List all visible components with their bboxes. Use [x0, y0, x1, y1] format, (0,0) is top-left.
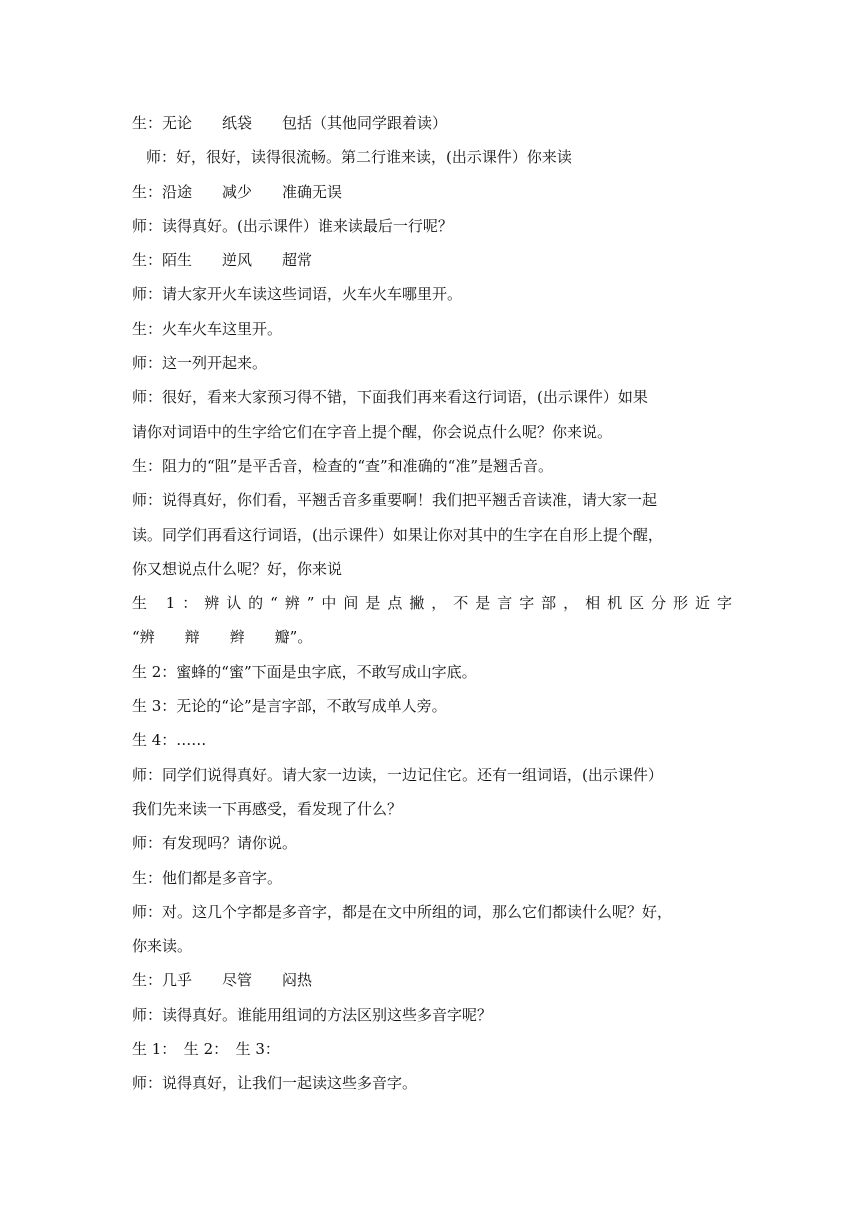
text-line-22: 师：有发现吗？请你说。 [132, 834, 298, 853]
text-line-5: 生：陌生 逆风 超常 [132, 251, 313, 270]
text-line-17: 生 2：蜜蜂的“蜜”下面是虫字底，不敢写成山字底。 [132, 662, 477, 681]
text-line-8: 师：这一列开起来。 [132, 354, 268, 373]
text-line-19: 生 4：…… [132, 731, 207, 750]
text-line-9: 师：很好，看来大家预习得不错，下面我们再来看这行词语，(出示课件）如果 [132, 388, 648, 407]
text-line-24: 师：对。这几个字都是多音字，都是在文中所组的词，那么它们都读什么呢？好， [132, 902, 673, 921]
text-line-7: 生：火车火车这里开。 [132, 319, 283, 338]
text-line-23: 生：他们都是多音字。 [132, 868, 283, 887]
text-line-29: 师：说得真好，让我们一起读这些多音字。 [132, 1074, 418, 1093]
text-line-1: 生：无论 纸袋 包括（其他同学跟着读） [132, 114, 448, 132]
text-line-27: 师：读得真好。谁能用组词的方法区别这些多音字呢？ [132, 1005, 493, 1024]
text-line-18: 生 3：无论的“论”是言字部，不敢写成单人旁。 [132, 697, 447, 716]
text-line-14: 你又想说点什么呢？好，你来说 [132, 559, 343, 578]
text-line-12: 师：说得真好，你们看，平翘舌音多重要啊！我们把平翘舌音读准，请大家一起 [132, 491, 658, 510]
text-line-21: 我们先来读一下再感受，看发现了什么？ [132, 799, 403, 818]
text-line-2: 师：好，很好，读得很流畅。第二行谁来读，(出示课件）你来读 [146, 148, 572, 167]
text-line-25: 你来读。 [132, 937, 193, 956]
text-line-6: 师：请大家开火车读这些词语，火车火车哪里开。 [132, 285, 463, 304]
text-line-3: 生：沿途 减少 准确无误 [132, 182, 343, 201]
text-line-4: 师：读得真好。(出示课件）谁来读最后一行呢？ [132, 216, 453, 235]
text-line-10: 请你对词语中的生字给它们在字音上提个醒，你会说点什么呢？你来说。 [132, 422, 613, 441]
text-line-15: 生 1：辨认的“辨”中间是点撇，不是言字部，相机区分形近字 [132, 594, 732, 613]
text-line-20: 师：同学们说得真好。请大家一边读，一边记住它。还有一组词语，(出示课件） [132, 765, 663, 784]
text-line-16: “辨 辩 辫 瓣”。 [132, 628, 313, 647]
text-line-26: 生：几乎 尽管 闷热 [132, 971, 313, 990]
text-line-13: 读。同学们再看这行词语，(出示课件）如果让你对其中的生字在自形上提个醒， [132, 525, 663, 544]
document-body [132, 106, 732, 1101]
text-line-28: 生 1： 生 2： 生 3： [132, 1040, 280, 1059]
text-line-11: 生：阻力的“阻”是平舌音，检查的“查”和准确的“准”是翘舌音。 [132, 456, 554, 475]
